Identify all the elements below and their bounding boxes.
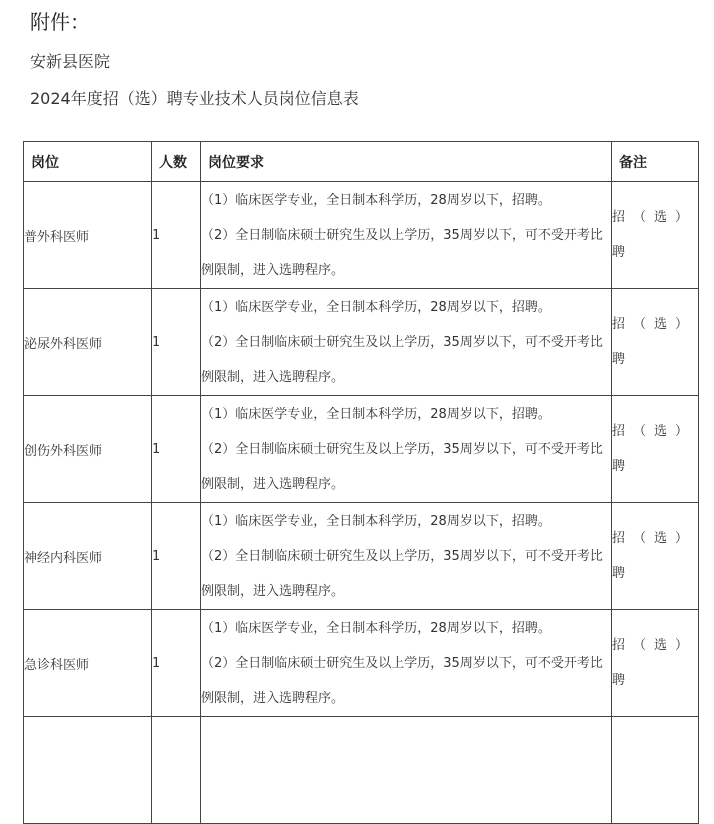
requirement-line-2: （2）全日制临床硕士研究生及以上学历，35周岁以下，可不受开考比例限制，进入选聘程序。 <box>201 334 603 385</box>
table-row-partial <box>24 717 699 824</box>
requirement-cell <box>201 503 612 610</box>
note-cell: 招（选）聘 <box>612 182 699 289</box>
requirement-line-2: （2）全日制临床硕士研究生及以上学历，35周岁以下，可不受开考比例限制，进入选聘程序。 <box>201 548 603 599</box>
position-cell: 泌尿外科医师 <box>24 289 152 396</box>
requirement-cell <box>201 182 612 289</box>
column-header-position: 岗位 <box>24 142 152 182</box>
note-cell: 招（选）聘 <box>612 396 699 503</box>
note-cell: 招（选）聘 <box>612 503 699 610</box>
position-cell: 神经内科医师 <box>24 503 152 610</box>
table-row <box>24 182 699 289</box>
table-row <box>24 503 699 610</box>
requirement-line-2: （2）全日制临床硕士研究生及以上学历，35周岁以下，可不受开考比例限制，进入选聘程序。 <box>201 227 603 278</box>
column-header-note: 备注 <box>612 142 699 182</box>
requirement-line-1: （1）临床医学专业，全日制本科学历，28周岁以下，招聘。 <box>201 192 551 208</box>
column-header-count: 人数 <box>152 142 201 182</box>
column-header-requirement: 岗位要求 <box>201 142 612 182</box>
table-title: 2024年度招（选）聘专业技术人员岗位信息表 <box>30 89 359 108</box>
table-header-row <box>24 142 699 182</box>
table-row <box>24 610 699 717</box>
requirement-cell <box>201 610 612 717</box>
count-cell: 1 <box>152 610 201 717</box>
requirement-line-1: （1）临床医学专业，全日制本科学历，28周岁以下，招聘。 <box>201 513 551 529</box>
note-cell: 招（选）聘 <box>612 610 699 717</box>
position-cell: 创伤外科医师 <box>24 396 152 503</box>
count-cell: 1 <box>152 182 201 289</box>
position-cell: 急诊科医师 <box>24 610 152 717</box>
positions-table <box>23 141 699 824</box>
attachment-label: 附件： <box>30 10 90 34</box>
empty-cell <box>24 717 152 824</box>
table-row <box>24 289 699 396</box>
table-row <box>24 396 699 503</box>
note-cell: 招（选）聘 <box>612 289 699 396</box>
count-cell: 1 <box>152 396 201 503</box>
empty-cell <box>152 717 201 824</box>
empty-cell <box>612 717 699 824</box>
count-cell: 1 <box>152 289 201 396</box>
requirement-line-2: （2）全日制临床硕士研究生及以上学历，35周岁以下，可不受开考比例限制，进入选聘程序。 <box>201 441 603 492</box>
hospital-name: 安新县医院 <box>30 52 111 71</box>
requirement-line-1: （1）临床医学专业，全日制本科学历，28周岁以下，招聘。 <box>201 620 551 636</box>
requirement-cell <box>201 289 612 396</box>
requirement-line-2: （2）全日制临床硕士研究生及以上学历，35周岁以下，可不受开考比例限制，进入选聘程序。 <box>201 655 603 706</box>
position-cell: 普外科医师 <box>24 182 152 289</box>
requirement-line-1: （1）临床医学专业，全日制本科学历，28周岁以下，招聘。 <box>201 406 551 422</box>
requirement-cell <box>201 396 612 503</box>
count-cell: 1 <box>152 503 201 610</box>
empty-cell <box>201 717 612 824</box>
requirement-line-1: （1）临床医学专业，全日制本科学历，28周岁以下，招聘。 <box>201 299 551 315</box>
